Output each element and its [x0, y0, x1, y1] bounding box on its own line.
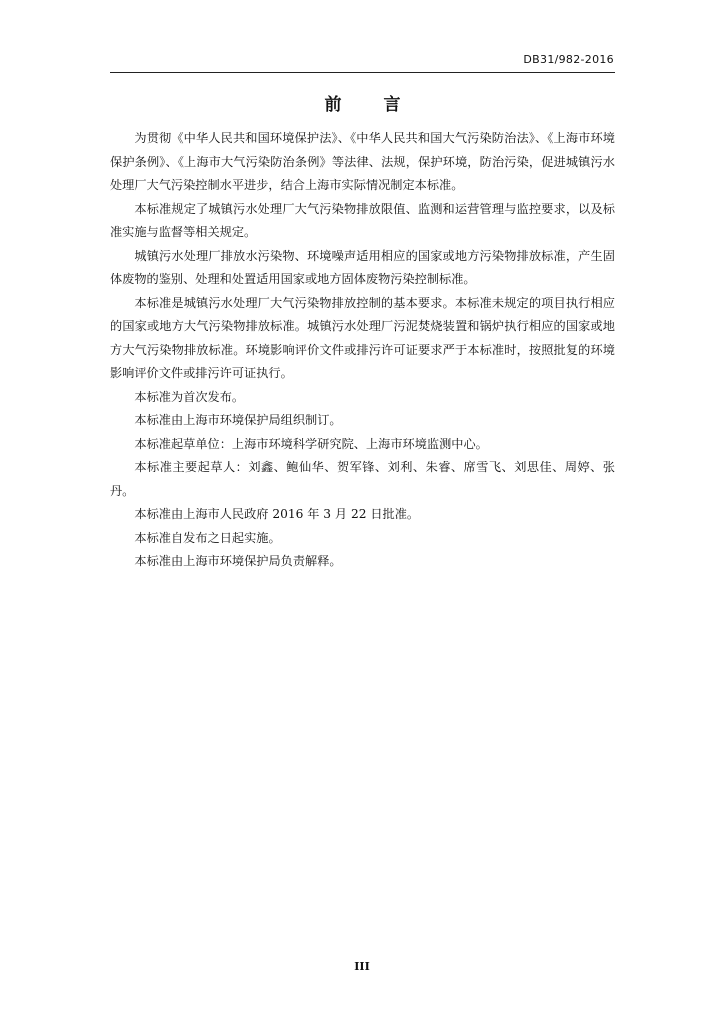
paragraph-purpose: 为贯彻《中华人民共和国环境保护法》、《中华人民共和国大气污染防治法》、《上海市环境保护条例》、《上海市大气污染防治条例》等法律、法规，保护环境，防治污染，促进城镇污水处理厂大气污染控制水平进步，结合上海市实际情况制定本标准。	[110, 131, 615, 192]
paragraph-scope: 本标准规定了城镇污水处理厂大气污染物排放限值、监测和运营管理与监控要求，以及标准实施与监督等相关规定。	[110, 201, 615, 239]
header-rule	[110, 72, 615, 73]
paragraph-first-release: 本标准为首次发布。	[134, 389, 245, 404]
paragraph-drafters: 本标准主要起草人：刘鑫、鲍仙华、贺军锋、刘利、朱睿、席雪飞、刘思佳、周婷、张丹。	[110, 460, 615, 498]
paragraph-basic-requirements: 本标准是城镇污水处理厂大气污染物排放控制的基本要求。本标准未规定的项目执行相应的国家或地方大气污染物排放标准。城镇污水处理厂污泥焚烧装置和锅炉执行相应的国家或地方大气污染物排放标准。环境影响评价文件或排污许可证要求严于本标准时，按照批复的环境影响评价文件或排污许可证执行。	[110, 295, 615, 380]
paragraph-approval: 本标准由上海市人民政府 2016 年 3 月 22 日批准。	[134, 507, 420, 521]
paragraph-drafting-units: 本标准起草单位：上海市环境科学研究院、上海市环境监测中心。	[134, 436, 488, 451]
page-number: III	[354, 960, 370, 973]
paragraph-interpretation: 本标准由上海市环境保护局负责解释。	[134, 554, 342, 568]
paragraph-applicability: 城镇污水处理厂排放水污染物、环境噪声适用相应的国家或地方污染物排放标准，产生固体废物的鉴别、处理和处置适用国家或地方固体废物污染控制标准。	[110, 248, 615, 286]
paragraph-organizer: 本标准由上海市环境保护局组织制订。	[134, 413, 342, 427]
page-title: 前 言	[324, 95, 419, 115]
standard-code: DB31/982-2016	[523, 53, 614, 66]
paragraph-effective: 本标准自发布之日起实施。	[134, 530, 281, 545]
foreword-body	[110, 127, 615, 574]
